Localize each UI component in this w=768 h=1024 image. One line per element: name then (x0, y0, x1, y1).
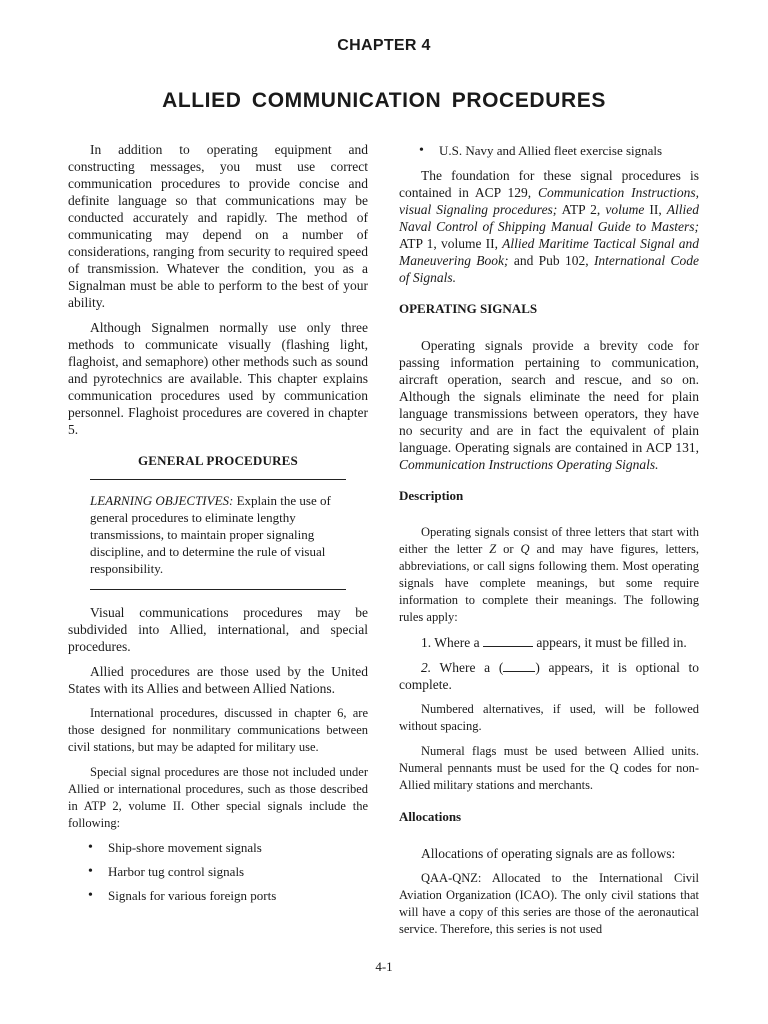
objectives-label: LEARNING OBJECTIVES: (90, 493, 234, 508)
objectives-text: Explain the use of general procedures to eliminate lengthy transmissions, to maintain proper signaling discipline, and to determine the rule of visual responsibility. (90, 493, 331, 576)
paragraph: Operating signals consist of three letters that start with either the letter Z or Q and may have figures, letters, abbreviations, or call signs following them. Most operating signals have complete meanings, but some require information to complete their meanings. The following rules apply: (399, 525, 700, 624)
fill-in-blank (483, 636, 533, 647)
chapter-label: CHAPTER 4 (337, 37, 431, 54)
learning-objectives-box (90, 479, 346, 590)
page-title: ALLIED COMMUNICATION PROCEDURES (162, 89, 606, 112)
paragraph: Visual communications procedures may be subdivided into Allied, international, and special procedures. (68, 605, 368, 654)
list-item: • Ship-shore movement signals (68, 840, 368, 856)
optional-blank (503, 661, 535, 672)
paragraph: Numbered alternatives, if used, will be followed without spacing. (399, 702, 699, 733)
bullet-list (68, 840, 368, 904)
paragraph: International procedures, discussed in chapter 6, are those designed for nonmilitary communications between civil stations, but may be adapted for military use. (68, 706, 368, 754)
section-heading-operating-signals: OPERATING SIGNALS (399, 301, 538, 316)
paragraph: The foundation for these signal procedures is contained in ACP 129, Communication Instructions, visual Signaling procedures; ATP 2, volume II, Allied Naval Control of Shipping Manual Guide to Masters; ATP 1, volume II, Allied Maritime Tactical Signal and Maneuvering Book; and Pub 102, International Code of Signals. (399, 168, 700, 285)
paragraph: Allocations of operating signals are as follows: (421, 846, 676, 861)
page-number: 4-1 (375, 959, 393, 974)
left-column (68, 141, 368, 912)
paragraph: Allied procedures are those used by the United States with its Allies and between Allied Nations. (68, 664, 368, 696)
list-item: • Signals for various foreign ports (68, 888, 368, 904)
section-heading-allocations: Allocations (399, 809, 462, 824)
paragraph: Operating signals provide a brevity code for passing information pertaining to communication, aircraft operation, search and rescue, and so on. Although the signals eliminate the need for plain language transmissions between operators, they have no security and are in fact the equivalent of plain language. Operating signals are contained in ACP 131, Communication Instructions Operating Signals. (399, 338, 699, 472)
section-heading-general-procedures: GENERAL PROCEDURES (138, 453, 298, 468)
paragraph: Although Signalmen normally use only three methods to communicate visually (flashing light, flaghoist, and semaphore) other methods such as sound and pyrotechnics are available. This chapter explains communication procedures used by communication personnel. Flaghoist procedures are covered in chapter 5. (68, 320, 368, 437)
paragraph: QAA-QNZ: Allocated to the International Civil Aviation Organization (ICAO). The only civil stations that will have a copy of this series are those of the aeronautical service. Therefore, this series is not used (399, 871, 699, 936)
rule-2: 2. Where a ( ) appears, it is optional to complete. (399, 660, 699, 692)
list-item: • Harbor tug control signals (68, 864, 368, 880)
rule-1: 1. Where a appears, it must be filled in. (421, 635, 687, 650)
section-heading-description: Description (399, 488, 464, 503)
paragraph: Special signal procedures are those not included under Allied or international procedures, such as those described in ATP 2, volume II. Other special signals include the following: (68, 765, 368, 830)
bullet-list (399, 143, 699, 159)
paragraph: In addition to operating equipment and constructing messages, you must use correct communication procedures to provide concise and definite language so that communications may be conducted accurately and rapidly. The method of communicating may depend on a number of considerations, ranging from security to required speed of transmission. Whatever the condition, you as a Signalman must be able to perform to the best of your ability. (68, 142, 368, 310)
right-column (399, 143, 699, 946)
list-item: • U.S. Navy and Allied fleet exercise signals (399, 143, 699, 159)
paragraph: Numeral flags must be used between Allied units. Numeral pennants must be used for the Q codes for non-Allied military stations and merchants. (399, 744, 699, 792)
